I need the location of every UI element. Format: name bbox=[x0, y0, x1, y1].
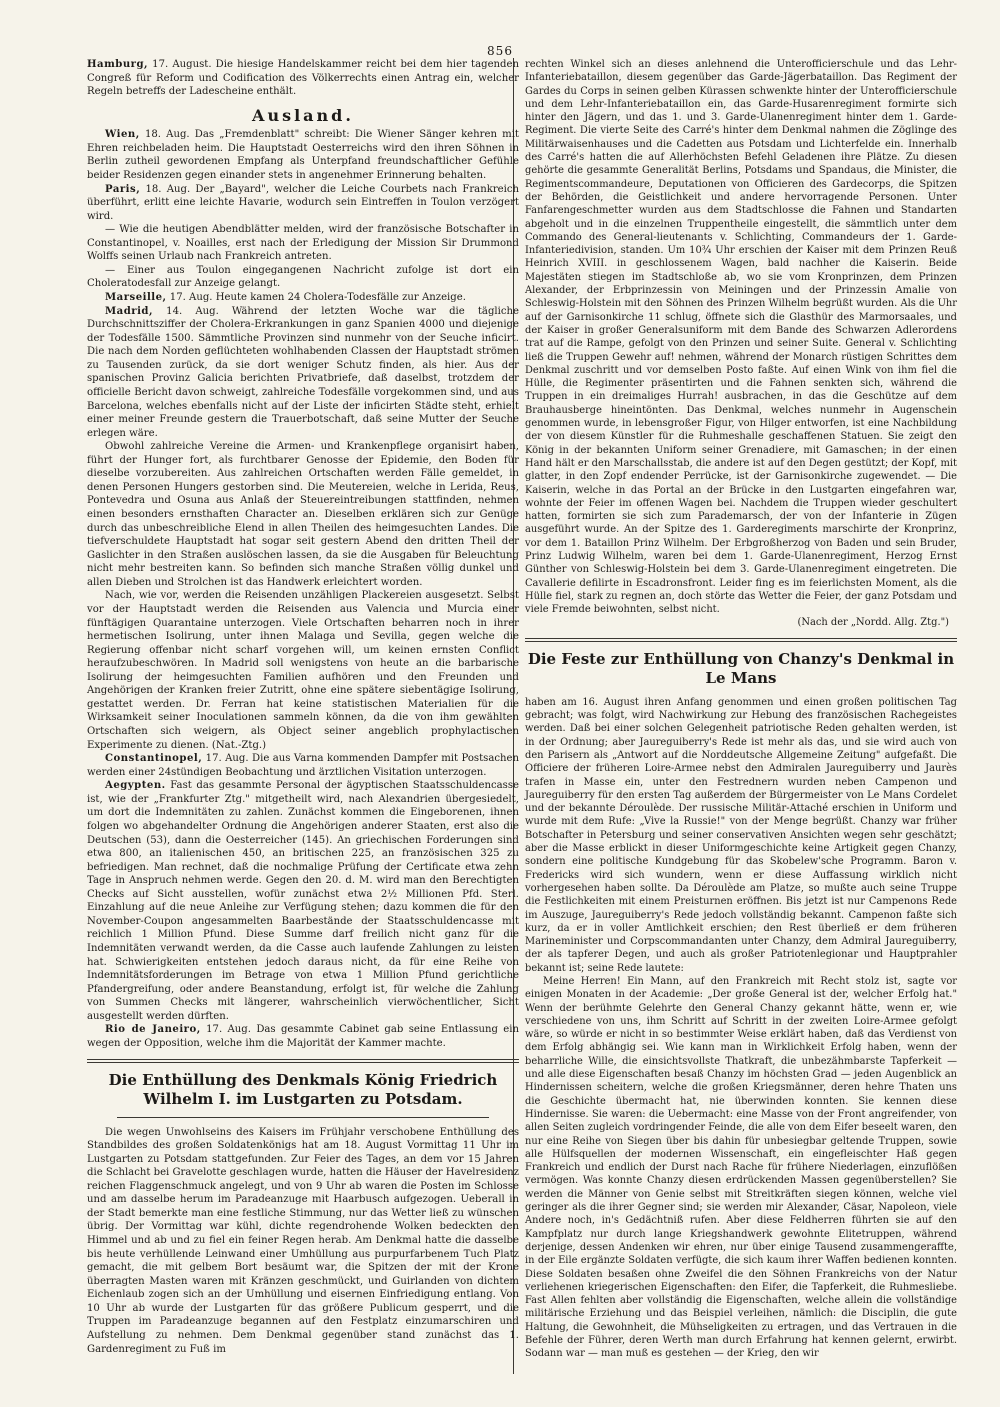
madrid-dateline: Madrid, bbox=[105, 305, 153, 317]
article-separator-2 bbox=[525, 638, 957, 642]
hamburg-paragraph bbox=[87, 58, 519, 99]
rio-text: 17. Aug. Das gesammte Cabinet gab seine Entlassung ein wegen der Opposition, welche ihm die Majorität der Kammer machte. bbox=[87, 1024, 519, 1049]
wien-dateline: Wien, bbox=[105, 129, 140, 141]
marseille-dateline: Marseille, bbox=[105, 292, 167, 303]
wien-paragraph bbox=[87, 128, 519, 182]
constantinopel-paragraph bbox=[87, 752, 519, 779]
aegypten-dateline: Aegypten. bbox=[105, 780, 166, 792]
source-attribution: (Nach der „Nordd. Allg. Ztg.") bbox=[797, 617, 949, 629]
hamburg-dateline: Hamburg, bbox=[87, 59, 149, 70]
rio-dateline: Rio de Janeiro, bbox=[105, 1024, 201, 1036]
madrid-paragraph-3: Nach, wie vor, werden die Reisenden unzähligen Plackereien ausgesetzt. Selbst vor der Hauptstadt werden die Reisenden aus Valencia und Murcia einer fünftägigen Quarantaine unterzogen. Viele Ortschaften beharren noch in ihrer hermetischen Isolirung, unter ihnen Malaga und Sevilla, gegen welche die Regierung offenbar nicht scharf vorgehen will, um keinen ernsten Conflict heraufzubeschwören. In Madrid soll wenigstens von heute an die barbarische Isolirung der heimgesuchten Familien aufhören und den Freunden und Angehörigen der Kranken freier Zutritt, ohne eine spätere siebentägige Isolirung, gestattet werden. Dr. Ferran hat keine statistischen Materialien für die Wirksamkeit seiner Inoculationen sammeln können, da die von ihm gewählten Ortschaften sich weigern, als Object seiner angeblich prophylactischen Experimente zu dienen. (Nat.-Ztg.) bbox=[87, 590, 519, 751]
paris-paragraph bbox=[87, 183, 519, 224]
aegypten-text: Fast das gesammte Personal der ägyptischen Staatsschuldencasse ist, wie der „Frankfurter Ztg." mitgetheilt wird, nach Alexandrien übergesiedelt, um dort die Indemnitäten zu zahlen. Zunächst kommen die Eingeborenen, ihnen folgen wo abgehandelter Ordnung die Angehörigen anderer Staaten, erst also die Deutschen (53), dann die Oesterreicher (145). An griechischen Forderungen sind etwa 800, an italienischen 450, an britischen 225, an französischen 325 zu befriedigen. Man rechnet, daß die nochmalige Prüfung der Certificate etwa zehn Tage in Anspruch nehmen werde. Gegen den 20. d. M. wird man den Berechtigten Checks auf Sicht ausstellen, wofür zunächst etwa 2½ Millionen Pfd. Sterl. Einzahlung auf die neue Anleihe zur Verfügung stehen; dazu kommen die für den November-Coupon angesammelten Baarbestände der Staatsschuldencasse mit reichlich 1 Million Pfund. Diese Summe darf freilich nicht ganz für die Indemnitäten verwandt werden, da die Casse auch laufende Zahlungen zu leisten hat. Schwierigkeiten entstehen jedoch daraus nicht, da für eine Reihe von Indemnitätsforderungen im Betrage von etwa 1 Million Pfund gerichtliche Pfandergreifung, oder andere Beanstandung, erfolgt ist, für welche die Zahlung von Summen Checks mit längerer, wahrscheinlich vierwöchentlicher, Sicht ausgestellt werden dürften. bbox=[87, 780, 519, 1022]
section-heading-ausland: Ausland. bbox=[252, 105, 354, 125]
paris-paragraph-2: — Wie die heutigen Abendblätter melden, wird der französische Botschafter in Constantinopel, v. Noailles, erst nach der Erledigung der Mission Sir Drummond Wolffs seinen Urlaub nach Frankreich antreten. bbox=[87, 224, 519, 263]
hamburg-text: 17. August. Die hiesige Handelskammer reicht bei dem hier tagenden Congreß für Reform und Codification des Völkerrechts einen Antrag ein, welcher Regeln betreffs der Ladescheine enthält. bbox=[87, 59, 519, 98]
madrid-paragraph bbox=[87, 305, 519, 441]
article-headline-chanzy: Die Feste zur Enthüllung von Chanzy's Denkmal in Le Mans bbox=[527, 649, 955, 687]
left-column bbox=[87, 58, 519, 1356]
rio-paragraph bbox=[87, 1023, 519, 1050]
aegypten-paragraph bbox=[87, 779, 519, 1023]
article-headline-potsdam: Die Enthüllung des Denkmals König Friedrich Wilhelm I. im Lustgarten zu Potsdam. bbox=[108, 1070, 498, 1108]
potsdam-continuation-text: rechten Winkel sich an dieses anlehnend die Unterofficierschule und das Lehr-Infanteriebataillon, diesem gegenüber das Garde-Jägerbataillon. Das Regiment der Gardes du Corps in seinen gelben Kürassen schwenkte hinter der Unterofficierschule und dem Lehr-Infanteriebataillon ein, das Garde-Husarenregiment formirte sich hinter den Jägern, und das 1. und 3. Garde-Ulanenregiment hinter dem 1. Garde-Regiment. Die vierte Seite des Carré's hinter dem Denkmal nahmen die Zöglinge des Militärwaisenhauses und die Cadetten aus Potsdam und Lichterfelde ein. Innerhalb des Carré's hatten die auf Allerhöchsten Befehl Geladenen ihre Plätze. Zu diesen gehörte die gesammte Generalität Berlins, Potsdams und Spandaus, die Minister, die Regimentscommandeure, Deputationen von Officieren des Gardecorps, die Spitzen der Behörden, die Geistlichkeit und andere hervorragende Personen. Unter Fanfarengeschmetter wurden aus dem Stadtschlosse die Fahnen und Standarten abgeholt und in die einzelnen Truppentheile eingestellt, die sämmtlich unter dem Commando des General-lieutenants v. Schlichting, Commandeurs der 1. Garde-Infanteriedivision, standen. Um 10¾ Uhr erschien der Kaiser mit dem Prinzen Reuß Heinrich XVIII. in geschlossenem Wagen, bald nachher die Kaiserin. Beide Majestäten stiegen im Stadtschloße ab, wo sie vom Kronprinzen, dem Prinzen Alexander, der Erbprinzessin von Meiningen und der Prinzessin Amalie von Schleswig-Holstein mit den Söhnen des Prinzen Wilhelm begrüßt wurden. Als die Uhr auf der Garnisonkirche 11 schlug, öffnete sich die Glasthür des Marmorsaales, und der Kaiser in großer Generalsuniform mit dem Bande des Schwarzen Adlerordens trat auf die Rampe, gefolgt von den Prinzen und seiner Suite. General v. Schlichting ließ die Truppen Gewehr auf! nehmen, während der Monarch rüstigen Schrittes dem Denkmal zuschritt und vor demselben Posto faßte. Auf einen Wink von ihm fiel die Hülle, die Regimenter präsentirten und die Fahnen senkten sich, während die Truppen in ein dreimaliges Hurrah! ausbrachen, in das die Geschütze auf dem Brauhausberge hineintönten. Das Denkmal, welches nunmehr in Augenschein genommen wurde, in lebensgroßer Figur, von Hilger entworfen, ist eine Nachbildung der von diesem Künstler für die Ruhmeshalle geschaffenen Statuen. Sie zeigt den König in der bekannten Uniform seiner Grenadiere, mit Gamaschen; in der einen Hand hält er den Marschallsstab, die andere ist auf den Degen gestützt; der Kopf, mit glatter, in den Zopf endender Perrücke, ist der Garnisonkirche zugewendet. — Die Kaiserin, welche in das Portal an der Brücke in den Lustgarten eingefahren war, wohnte der Feier im offenen Wagen bei. Nachdem die Truppen wieder geschultert hatten, formirten sie sich zum Parademarsch, der von der Infanterie in Zügen ausgeführt wurde. An der Spitze des 1. Garderegiments marschirte der Kronprinz, vor dem 1. Bataillon Prinz Wilhelm. Der Erbgroßherzog von Baden und sein Bruder, Prinz Ludwig Wilhelm, waren bei dem 1. Garde-Ulanenregiment, Herzog Ernst Günther von Schleswig-Holstein bei dem 3. Garde-Ulanenregiment eingetreten. Die Cavallerie defilirte in Escadronsfront. Leider fing es im feierlichsten Moment, als die Hülle fiel, stark zu regnen an, doch störte das Wetter die Feier, der ganz Potsdam und viele Fremde beiwohnten, selbst nicht. bbox=[525, 59, 957, 616]
chanzy-article-text: haben am 16. August ihren Anfang genommen und einen großen politischen Tag gebracht; was folgt, wird Nachwirkung zur Hebung des französischen Rachegeistes werden. Daß bei einer solchen Gelegenheit patriotische Reden gehalten werden, ist in der Ordnung; aber Jaureguiberry's Rede ist mehr als das, und sie wird auch von den Parisern als „Antwort auf die Norddeutsche Allgemeine Zeitung" aufgefaßt. Die Officiere der früheren Loire-Armee nebst den Admiralen Jaureguiberry und Jaurès trafen in Masse ein, unter den Festrednern wurden neben Campenon und Jaureguiberry für den ersten Tag außerdem der Bürgermeister von Le Mans Cordelet und der bekannte Déroulède. Der russische Militär-Attaché erschien in Uniform und wurde mit dem Rufe: „Vive la Russie!" von der Menge begrüßt. Chanzy war früher Botschafter in Petersburg und seiner conservativen Ansichten wegen sehr geschätzt; aber die Masse erblickt in dieser Uniformgeschichte keine Artigkeit gegen Chanzy, sondern eine politische Kundgebung für das Skobelew'sche Programm. Baron v. Fredericks wird sich wundern, wenn er diese Auffassung wirklich nicht vorhergesehen haben sollte. Da Déroulède am Platze, so mußte auch seine Truppe die Festlichkeiten mit einem Preisturnen eröffnen. Bis jetzt ist nur Campenons Rede im Auszuge, Jaureguiberry's Rede jedoch vollständig bekannt. Campenon faßte sich kurz, da er in voller Amtlichkeit erschien; den Rest überließ er dem früheren Marineminister und Corpscommandanten unter Chanzy, dem Admiral Jaureguiberry, der als tapferer Degen, und auch als großer Patriotenlegionar und Hauptprahler bekannt ist; seine Rede lautete: bbox=[525, 696, 957, 974]
potsdam-article-text: Die wegen Unwohlseins des Kaisers im Frühjahr verschobene Enthüllung des Standbildes des großen Soldatenkönigs hat am 18. August Vormittag 11 Uhr im Lustgarten zu Potsdam stattgefunden. Zur Feier des Tages, an dem vor 15 Jahren die Schlacht bei Gravelotte geschlagen wurde, hatten die Häuser der Havelresidenz reichen Flaggenschmuck angelegt, und von 9 Uhr ab waren die Posten im Schlosse und am dasselbe herum im Paradeanzuge mit Haarbusch aufgezogen. Ueberall in der Stadt bemerkte man eine festliche Stimmung, nur das Wetter ließ zu wünschen übrig. Der Vormittag war kühl, dichte regendrohende Wolken bedeckten den Himmel und ab und zu fiel ein feiner Regen herab. Am Denkmal hatte die dasselbe bis heute verhüllende Leinwand einer Umhüllung aus purpurfarbenem Tuch Platz gemacht, die mit gelbem Bort besäumt war, die Spitzen der mit der Krone überragten Masten waren mit Kränzen geschmückt, und Guirlanden von dichtem Eichenlaub zogen sich an der Umhüllung und eisernen Einfriedigung entlang. Von 10 Uhr ab wurde der Lustgarten für das größere Publicum gesperrt, und die Truppen im Paradeanzuge begannen auf den Festplatz einzumarschiren und Aufstellung zu nehmen. Dem Denkmal gegenüber stand zunächst das 1. Gardenregiment zu Fuß im bbox=[87, 1126, 519, 1355]
paris-paragraph-3: — Einer aus Toulon eingegangenen Nachricht zufolge ist dort ein Choleratodesfall zur Anzeige gelangt. bbox=[87, 264, 519, 290]
constantinopel-dateline: Constantinopel, bbox=[105, 753, 203, 765]
marseille-paragraph bbox=[87, 291, 519, 305]
right-column bbox=[525, 58, 957, 1361]
constantinopel-text: 17. Aug. Die aus Varna kommenden Dampfer mit Postsachen werden einer 24stündigen Beobachtung und ärztlichen Visitation unterzogen. bbox=[87, 753, 519, 778]
wien-text: 18. Aug. Das „Fremdenblatt" schreibt: Die Wiener Sänger kehren mit Ehren reichbeladen heim. Die Hauptstadt Oesterreichs wird den ihren Söhnen in Berlin zutheil gewordenen Empfang als Unterpfand freundschaftlicher Gefühle beider Residenzen gegen einander stets in angenehmer Erinnerung behalten. bbox=[87, 129, 519, 181]
headline-rule bbox=[117, 1117, 489, 1118]
madrid-text: 14. Aug. Während der letzten Woche war die tägliche Durchschnittsziffer der Cholera-Erkrankungen in ganz Spanien 4000 und diejenige der Todesfälle 1500. Sämmtliche Provinzen sind nunmehr von der Seuche inficirt. Die nach dem Norden geflüchteten wohlhabenden Classen der Hauptstadt strömen zu Tausenden zurück, da sie dort weniger Schutz finden, als hier. Aus der spanischen Provinz Galicia berichten Privatbriefe, daß daselbst, trotzdem der officielle Bericht davon schweigt, zahlreiche Todesfälle vorgekommen sind, und aus Barcelona, welches ebenfalls nicht auf der Liste der inficirten Städte steht, erhielt einer meiner Freunde gestern die Trauerbotschaft, daß seine Mutter der Seuche erlegen wäre. bbox=[87, 305, 519, 439]
article-separator bbox=[87, 1059, 519, 1063]
paris-dateline: Paris, bbox=[105, 183, 141, 195]
madrid-paragraph-2: Obwohl zahlreiche Vereine die Armen- und Krankenpflege organisirt haben, führt der Hunger fort, als furchtbarer Genosse der Epidemie, den Boden für dieselbe vorzubereiten. Aus zahlreichen Ortschaften werden Fälle gemeldet, in denen Personen Hungers gestorben sind. Die Meutereien, welche in Lerida, Reus, Pontevedra und Osuna aus Anlaß der Steuereintreibungen stattfinden, nehmen einen besonders ernsthaften Character an. Dieselben erklären sich zur Genüge durch das unbeschreibliche Elend in allen Theilen des heimgesuchten Landes. Die tiefverschuldete Hauptstadt hat sogar seit gestern Abend den dritten Theil der Gaslichter in den Straßen auslöschen lassen, da sie die Ausgaben für Beleuchtung nicht mehr bestreiten kann. So befinden sich manche Straßen völlig dunkel und allen Dieben und Strolchen ist das Handwerk erleichtert worden. bbox=[87, 441, 519, 588]
marseille-text: 17. Aug. Heute kamen 24 Cholera-Todesfälle zur Anzeige. bbox=[169, 292, 466, 303]
chanzy-speech-text: Meine Herren! Ein Mann, auf den Frankreich mit Recht stolz ist, sagte vor einigen Monaten in der Academie: „Der große General ist der, welcher Erfolg hat." Wenn der berühmte Gelehrte den General Chanzy gekannt hätte, wenn er, wie verschiedene von uns, ihm Schritt auf Schritt in der zweiten Loire-Armee gefolgt wäre, so würde er nicht in so bestimmter Weise erklärt haben, daß das Verdienst von dem Erfolg abhängig sei. Wie kann man in Wirklichkeit Erfolg haben, wenn der beharrliche Wille, die einsichtsvollste Thatkraft, die unbezähmbarste Tapferkeit — und alle diese Eigenschaften besaß Chanzy im höchsten Grad — jeden Augenblick an Hindernissen scheitern, welche die großen Kriegsmänner, deren hehre Thaten uns die Geschichte übermacht hat, nie überwinden konnten. Sie kennen diese Hindernisse. Sie waren: die Uebermacht: eine Masse von der Front angreifender, von allen Seiten zugleich vordringender Feinde, die alle von dem Eifer beseelt waren, den nur eine Reihe von Siegen über bis dahin für unbesiegbar geltende Truppen, sowie alle Hülfsquellen der modernen Wissenschaft, ein eingefleischter Haß gegen Frankreich und endlich der Durst nach Rache für frühere Niederlagen, einzuflößen vermögen. Was konnte Chanzy diesen erdrückenden Massen gegenüberstellen? Sie werden die Männer von Genie selbst mit Streitkräften siegen können, welche viel geringer als die ihrer Gegner sind; sie werden mir Alexander, Cäsar, Napoleon, viele Andere noch, in's Gedächtniß rufen. Aber diese Feldherren führten sie auf den Kampfplatz nur durch lange Kriegshandwerk gewohnte Elitetruppen, während derjenige, dessen Andenken wir ehren, nur über einige Tausend zusammengeraffte, in der Eile ergänzte Soldaten verfügte, die sich kaum ihrer Waffen bedienen konnten. Diese Soldaten besaßen ohne Zweifel die den Söhnen Frankreichs von der Natur verliehenen kriegerischen Eigenschaften: den Eifer, die Tapferkeit, die Ruhmesliebe. Fast Allen fehlten aber vollständig die Eigenschaften, welche allein die vollständige militärische Erziehung und das Beispiel verleihen, nämlich: die Disciplin, die gute Haltung, die Gewohnheit, die Mühseligkeiten zu ertragen, und das Vertrauen in die Befehle der Führer, deren Werth man durch Erfahrung hat kennen gelernt, erwirbt. Sodann war — man muß es gestehen — der Krieg, den wir bbox=[525, 976, 957, 1360]
page-number: 856 bbox=[487, 44, 513, 58]
paris-text: 18. Aug. Der „Bayard", welcher die Leiche Courbets nach Frankreich überführt, erlitt eine leichte Havarie, wodurch sein Eintreffen in Toulon verzögert wird. bbox=[87, 183, 519, 222]
